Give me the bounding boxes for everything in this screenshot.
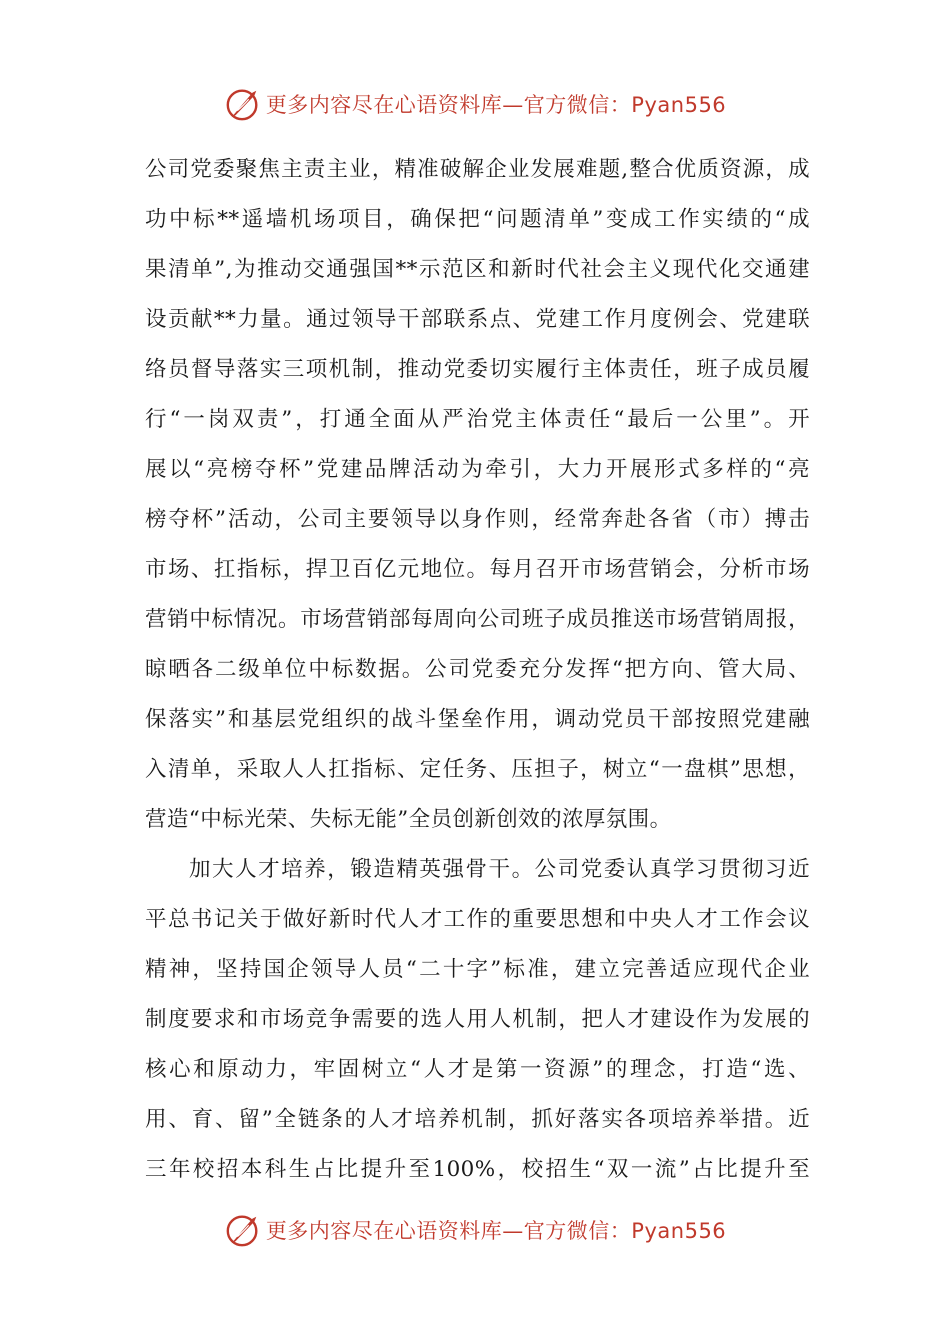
text-line: 精神，坚持国企领导人员“二十字”标准，建立完善适应现代企业	[145, 957, 810, 982]
watermark-text: 更多内容尽在心语资料库—官方微信：Pyan556	[265, 93, 727, 117]
watermark-banner-top	[0, 82, 950, 126]
quill-logo-icon	[224, 85, 262, 123]
text-line: 用、育、留”全链条的人才培养机制，抓好落实各项培养举措。近	[145, 1107, 810, 1132]
text-line: 晾晒各二级单位中标数据。公司党委充分发挥“把方向、管大局、	[145, 657, 810, 682]
text-line: 市场、扛指标，捍卫百亿元地位。每月召开市场营销会，分析市场	[145, 557, 810, 582]
paragraph-end-line: 营造“中标光荣、失标无能”全员创新创效的浓厚氛围。	[145, 807, 672, 832]
document-body	[145, 145, 810, 1195]
text-line: 行“一岗双责”，打通全面从严治党主体责任“最后一公里”。开	[145, 407, 810, 432]
quill-logo-icon	[224, 1211, 262, 1249]
text-line: 展以“亮榜夺杯”党建品牌活动为牵引，大力开展形式多样的“亮	[145, 457, 810, 482]
text-line: 果清单”,为推动交通强国**示范区和新时代社会主义现代化交通建	[145, 257, 810, 282]
text-line: 核心和原动力，牢固树立“人才是第一资源”的理念，打造“选、	[145, 1057, 810, 1082]
text-line: 制度要求和市场竞争需要的选人用人机制，把人才建设作为发展的	[145, 1007, 810, 1032]
text-line: 功中标**遥墙机场项目，确保把“问题清单”变成工作实绩的“成	[145, 207, 810, 232]
text-line: 络员督导落实三项机制，推动党委切实履行主体责任，班子成员履	[145, 357, 810, 382]
text-line: 设贡献**力量。通过领导干部联系点、党建工作月度例会、党建联	[145, 307, 810, 332]
watermark-text: 更多内容尽在心语资料库—官方微信：Pyan556	[265, 1219, 727, 1243]
text-line: 营销中标情况。市场营销部每周向公司班子成员推送市场营销周报，	[145, 607, 810, 632]
text-line: 公司党委聚焦主责主业，精准破解企业发展难题,整合优质资源，成	[145, 157, 810, 182]
text-line: 保落实”和基层党组织的战斗堡垒作用，调动党员干部按照党建融	[145, 707, 810, 732]
text-line: 平总书记关于做好新时代人才工作的重要思想和中央人才工作会议	[145, 907, 810, 932]
text-line: 榜夺杯”活动，公司主要领导以身作则，经常奔赴各省（市）搏击	[145, 507, 810, 532]
watermark-banner-bottom	[0, 1208, 950, 1252]
text-line: 入清单，采取人人扛指标、定任务、压担子，树立“一盘棋”思想，	[145, 757, 810, 782]
paragraph-start-line: 加大人才培养，锻造精英强骨干。公司党委认真学习贯彻习近	[189, 857, 810, 882]
text-line: 三年校招本科生占比提升至100%，校招生“双一流”占比提升至	[145, 1157, 810, 1182]
